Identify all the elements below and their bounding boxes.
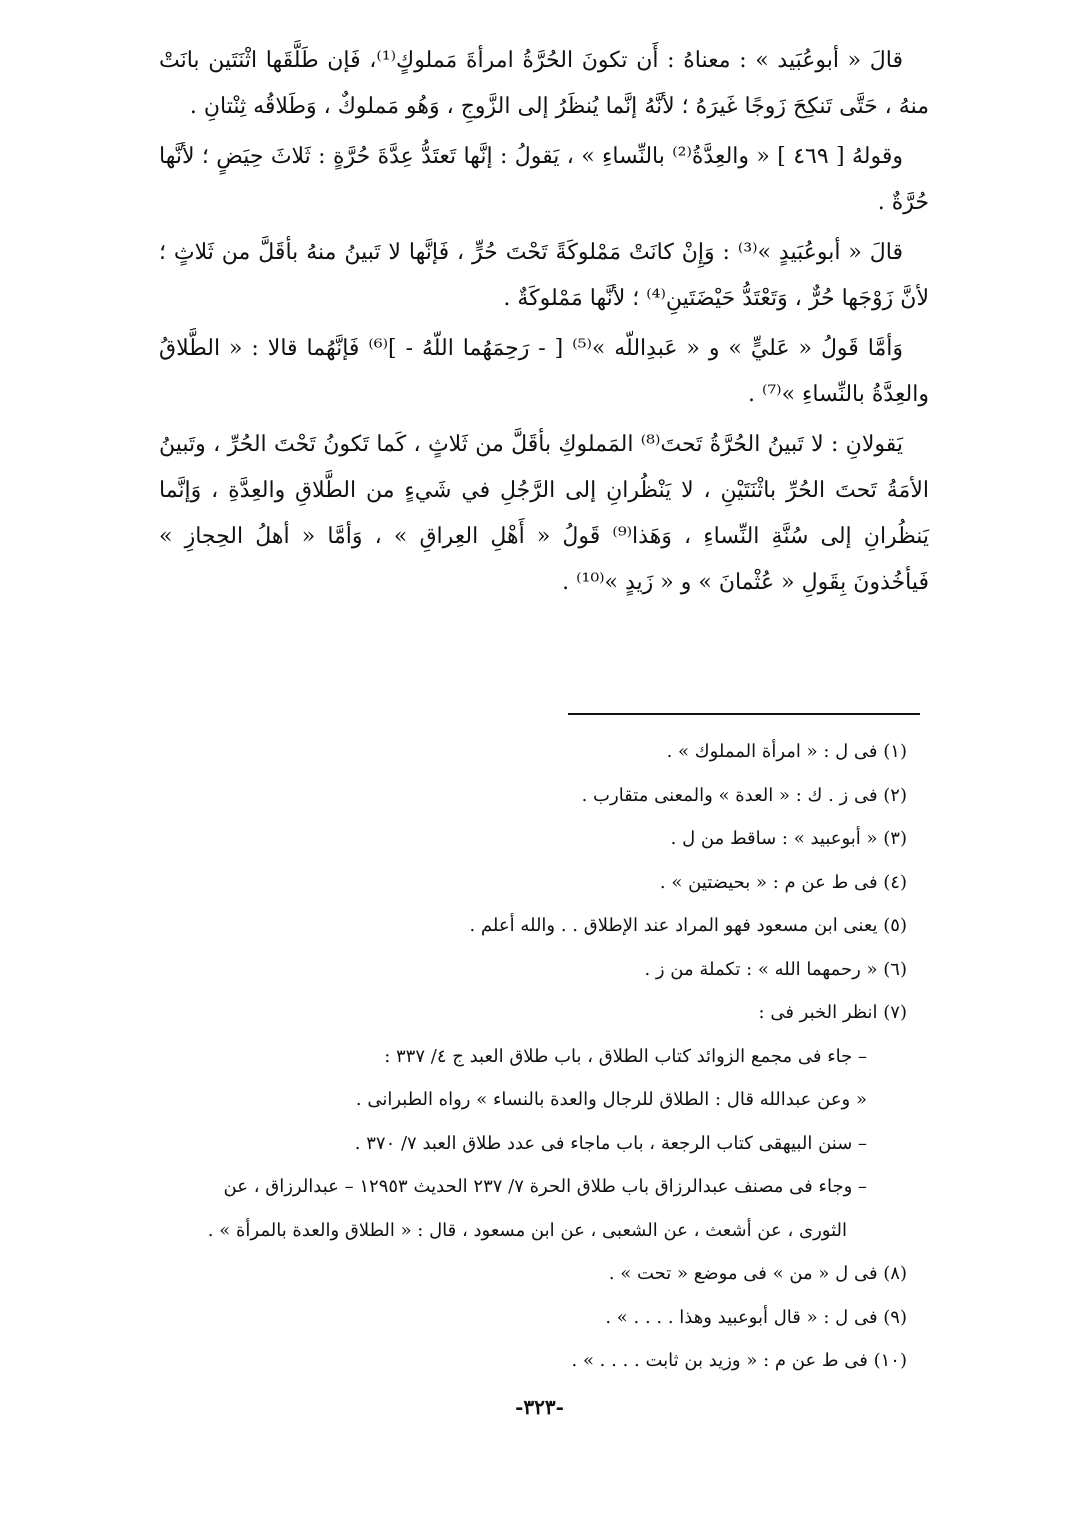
footnote-10: (١٠) فى ط عن م : « وزيد بن ثابت . . . . » . [571, 1350, 907, 1371]
footnote-3: (٣) « أبوعبيد » : ساقط من ل . [670, 828, 907, 849]
footnotes-section [147, 730, 907, 1383]
footnote-2: (٢) فى ز . ك : « العدة » والمعنى متقارب . [581, 784, 907, 806]
footnote-4: (٤) فى ط عن م : « بحيضتين » . [659, 871, 907, 893]
footnote-separator [568, 713, 920, 715]
footnote-8: (٨) فى ل « من » فى موضع « تحت » . [608, 1263, 907, 1284]
main-text-body [159, 38, 929, 610]
footnote-5: (٥) يعنى ابن مسعود فهو المراد عند الإطلاق . . والله أعلم . [469, 915, 907, 936]
footnote-7-source-1: – جاء فى مجمع الزوائد كتاب الطلاق ، باب طلاق العبد ج ٤/ ٣٣٧ : [384, 1045, 867, 1067]
footnote-7-source-3-cont: الثورى ، عن أشعث ، عن الشعبى ، عن ابن مسعود ، قال : « الطلاق والعدة بالمرأة » . [207, 1219, 847, 1241]
footnote-7-source-3: – وجاء فى مصنف عبدالرزاق باب طلاق الحرة ٧/ ٢٣٧ الحديث ١٢٩٥٣ – عبدالرزاق ، عن [223, 1176, 867, 1197]
footnote-1: (١) فى ل : « امرأة المملوك » . [666, 741, 907, 762]
footnote-9: (٩) فى ل : « قال أبوعبيد وهذا . . . . » . [605, 1306, 907, 1328]
paragraph-4: وَأمَّا قَولُ « عَليٍّ » و « عَبدِاللّه »⁽⁵⁾ [ - رَحِمَهُما اللّهُ - ]⁽⁶⁾ فَإنَّهُما قالا : « الطَّلاقُ والعِدَّةُ بالنِّساءِ »⁽⁷⁾ . [159, 336, 929, 407]
paragraph-2: وقولهُ [ ٤٦٩ ] « والعِدَّةُ⁽²⁾ بالنِّساءِ » ، يَقولُ : إنَّها تَعتَدُّ عِدَّةَ حُرَّةٍ : ثَلاثَ حِيَضٍ ؛ لأنَّها حُرَّةٌ . [159, 144, 929, 215]
paragraph-1: قالَ « أبوعُبَيد » : معناهُ : أَن تكونَ الحُرَّةُ امرأةَ مَملوكٍ⁽¹⁾، فَإن طَلَّقَها اثْنَتَين بانَتْ منهُ ، حَتَّى تَنكِحَ زَوجًا غَيرَهُ ؛ لأنَّهُ إنَّما يُنظَرُ إلى الزَّوجِ ، وَهُو مَملوكٌ ، وَطَلاقُه ثِنْتانِ . [159, 48, 929, 119]
footnote-7-quote: « وعن عبدالله قال : الطلاق للرجال والعدة بالنساء » رواه الطبرانى . [355, 1089, 867, 1110]
footnote-7-source-2: – سنن البيهقى كتاب الرجعة ، باب ماجاء فى عدد طلاق العبد ٧/ ٣٧٠ . [354, 1132, 867, 1154]
footnote-7: (٧) انظر الخبر فى : [758, 1002, 907, 1023]
page-number: -٣٢٣- [515, 1395, 564, 1419]
paragraph-5: يَقولانِ : لا تَبينُ الحُرَّةُ تَحتَ⁽⁸⁾ المَملوكِ بأقَلَّ من ثَلاثٍ ، كَما تَكونُ تَحْتَ الحُرِّ ، وتَبينُ الأمَةُ تَحتَ الحُرِّ باثْنَتَيْنِ ، لا يَنْظُرانِ إلى الرَّجُلِ في شَيءٍ من الطَّلاقِ والعِدَّةِ ، وَإنَّما يَنظُرانِ إلى سُنَّةِ النِّساءِ ، وَهَذا⁽⁹⁾ قَولُ « أَهْلِ العِراقِ » ، وَأمَّا « أهلُ الحِجازِ » فَيأخُذونَ بِقَولِ « عُثْمانَ » و « زَيدٍ »⁽¹⁰⁾ . [159, 432, 929, 595]
paragraph-3: قالَ « أبوعُبَيدٍ »⁽³⁾ : وَإِنْ كانَتْ مَمْلوكَةً تَحْتَ حُرٍّ ، فَإنَّها لا تَبينُ منهُ بأقَلَّ من ثَلاثٍ ؛ لأنَّ زَوْجَها حُرٌّ ، وَتَعْتَدُّ حَيْضَتَينِ⁽⁴⁾ ؛ لأنَّها مَمْلوكَةٌ . [159, 240, 929, 311]
footnote-6: (٦) « رحمهما الله » : تكملة من ز . [644, 958, 907, 980]
